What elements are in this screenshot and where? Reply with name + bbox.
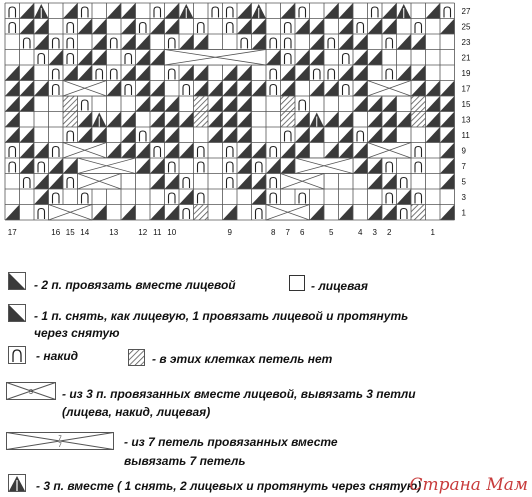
- no-stitch-cell: [411, 205, 426, 221]
- no-stitch-cell: [194, 205, 209, 221]
- column-number-label: 6: [300, 228, 305, 237]
- three-icon-label: 3: [29, 389, 33, 396]
- column-number-label: 11: [153, 228, 162, 237]
- seven-icon-label-bottom: 7: [58, 443, 62, 449]
- three-into-three-icon: [6, 382, 56, 400]
- legend-three-into-three-text-line1: - из 3 п. провязанных вместе лицевой, вывязать 3 петли: [62, 387, 416, 401]
- no-stitch-cell: [63, 96, 78, 112]
- row-number-label: 17: [461, 84, 471, 94]
- legend-row-yarn-over: [0, 346, 532, 368]
- no-stitch-cell: [194, 112, 209, 128]
- column-number-label: 4: [358, 228, 363, 237]
- column-number-label: 16: [51, 228, 61, 237]
- legend-ssk-text-line2: через снятую: [34, 326, 120, 340]
- column-number-label: 3: [372, 228, 377, 237]
- row-number-label: 23: [461, 37, 471, 47]
- row-number-label: 7: [461, 161, 466, 171]
- legend-knit-text: - лицевая: [311, 279, 368, 293]
- row-number-label: 1: [461, 208, 466, 218]
- three-together-icon: [8, 474, 26, 492]
- column-number-label: 13: [109, 228, 119, 237]
- column-number-label: 8: [271, 228, 276, 237]
- legend-row-seven-into-seven: [0, 432, 532, 472]
- row-number-label: 15: [461, 99, 471, 109]
- no-stitch-cell: [411, 96, 426, 112]
- legend-yarn-over-text: - накид: [36, 349, 79, 363]
- column-number-label: 10: [167, 228, 177, 237]
- no-stitch-icon: [128, 349, 145, 366]
- legend-row-ssk: [0, 304, 532, 344]
- legend-seven-into-seven-text-line2: вывязать 7 петель: [124, 454, 246, 468]
- no-stitch-cell: [281, 96, 296, 112]
- column-number-label: 7: [285, 228, 290, 237]
- column-number-label: 9: [227, 228, 232, 237]
- row-number-label: 3: [461, 192, 466, 202]
- no-stitch-cell: [63, 112, 78, 128]
- legend-row-k2tog: [0, 272, 532, 294]
- legend-three-together-text: - 3 п. вместе ( 1 снять, 2 лицевых и протянуть через снятую): [36, 479, 422, 493]
- yarn-over-icon: [8, 346, 26, 364]
- ssk-icon: [8, 304, 26, 322]
- column-number-label: 14: [80, 228, 90, 237]
- legend-three-into-three-text-line2: (лицева, накид, лицевая): [62, 405, 211, 419]
- seven-into-seven-icon: [6, 432, 114, 450]
- row-number-labels: [462, 7, 471, 218]
- k2tog-icon: [8, 272, 26, 290]
- no-stitch-cell: [411, 112, 426, 128]
- column-number-label: 1: [430, 228, 435, 237]
- legend-seven-into-seven-text-line1: - из 7 петель провязанных вместе: [124, 435, 338, 449]
- row-number-label: 5: [461, 177, 466, 187]
- seven-icon-label-top: 7: [58, 436, 62, 442]
- legend-k2tog-text: - 2 п. провязать вместе лицевой: [34, 278, 236, 292]
- column-number-label: 15: [65, 228, 75, 237]
- site-watermark: Страна Мам: [409, 475, 528, 495]
- column-number-label: 2: [387, 228, 392, 237]
- row-number-label: 27: [461, 6, 471, 16]
- column-number-label: 5: [329, 228, 334, 237]
- column-number-labels: [8, 228, 436, 237]
- knit-icon: [289, 275, 305, 291]
- column-number-label: 12: [138, 228, 148, 237]
- row-number-label: 11: [461, 130, 470, 140]
- column-number-label: 17: [7, 228, 17, 237]
- legend-row-three-into-three: [0, 382, 532, 422]
- row-number-label: 21: [461, 53, 471, 63]
- no-stitch-cell: [281, 112, 296, 128]
- row-number-label: 13: [461, 115, 471, 125]
- legend-no-stitch-text: - в этих клетках петель нет: [152, 352, 333, 366]
- row-number-label: 19: [461, 68, 471, 78]
- no-stitch-cell: [194, 96, 209, 112]
- legend-ssk-text-line1: - 1 п. снять, как лицевую, 1 провязать лицевой и протянуть: [34, 309, 409, 323]
- row-number-label: 25: [461, 22, 471, 32]
- row-number-label: 9: [461, 146, 466, 156]
